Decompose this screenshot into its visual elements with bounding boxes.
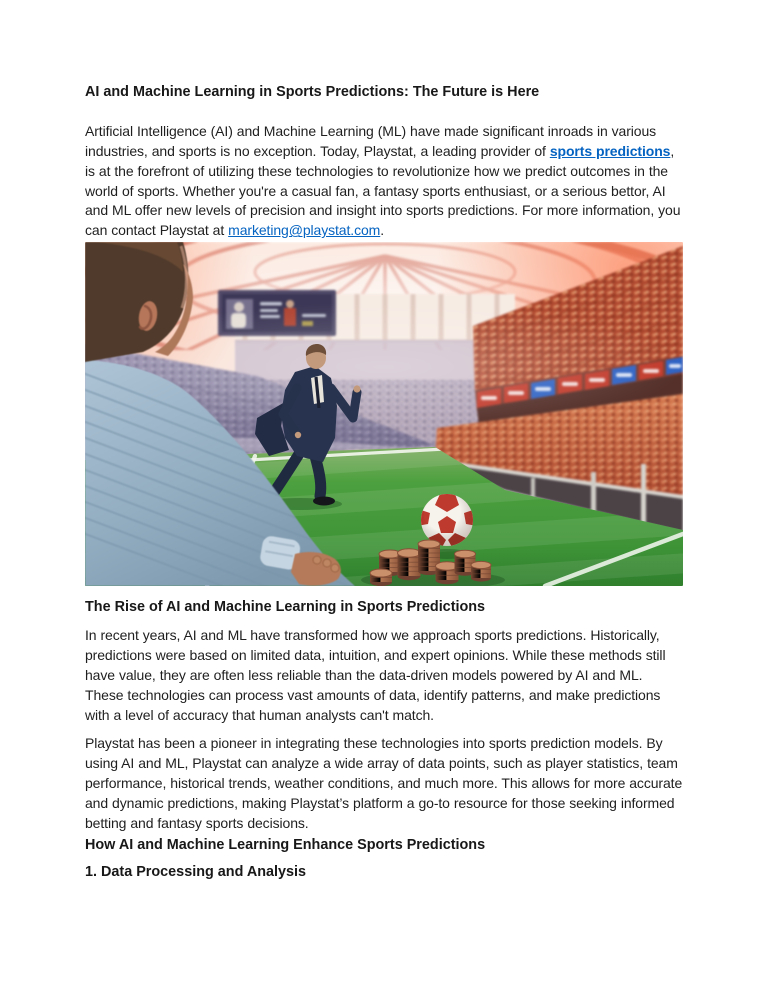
hero-image bbox=[85, 242, 683, 586]
hand bbox=[295, 432, 301, 438]
coin-stack bbox=[398, 549, 421, 580]
email-link[interactable]: marketing@playstat.com bbox=[228, 222, 381, 239]
section-heading-data: 1. Data Processing and Analysis bbox=[85, 863, 307, 880]
intro-text-1: Artificial Intelligence (AI) and Machine Learning (ML) have made significant inroads in various industries, and sports is no exception. Today, Playstat, a leading provider of bbox=[85, 123, 657, 160]
article-title: AI and Machine Learning in Sports Predictions: The Future is Here bbox=[85, 84, 540, 100]
intro-paragraph bbox=[85, 122, 683, 241]
spectator-head bbox=[85, 242, 193, 362]
paragraph-rise: In recent years, AI and ML have transformed how we approach sports predictions. Historically, predictions were based on limited data, intuition, and expert opinions. While these methods still have value, they are often less reliable than the data-driven models powered by AI and ML. These technologies can process vast amounts of data, identify patterns, and make predictions with a level of accuracy that human analysts can't match. bbox=[85, 627, 666, 723]
intro-text-2: , is at the forefront of utilizing these technologies to revolutionize how we predict outcomes in the world of sports. Whether you're a casual fan, a fantasy sports enthusiast, or a serious bettor, AI and ML offer new levels of precision and insight into sports predictions. For more information, you can contact Playstat at bbox=[85, 143, 681, 239]
hand bbox=[353, 385, 360, 392]
shoe bbox=[313, 497, 335, 506]
sports-predictions-link[interactable]: sports predictions bbox=[549, 143, 671, 160]
coin-stack bbox=[471, 561, 491, 581]
fence-post bbox=[641, 464, 646, 526]
intro-text-3: . bbox=[380, 222, 385, 239]
section-heading-rise: The Rise of AI and Machine Learning in Sports Predictions bbox=[85, 599, 486, 616]
coin-stack bbox=[370, 569, 392, 586]
paragraph-pioneer: Playstat has been a pioneer in integrating these technologies into sports prediction models. By using AI and ML, Playstat can analyze a wide array of data points, such as player statistics, team performance, historical trends, weather conditions, and much more. This allows for more accurate and dynamic predictions, making Playstat’s platform a go-to resource for those seeking informed betting and fantasy sports decisions. bbox=[85, 735, 683, 831]
section-heading-how: How AI and Machine Learning Enhance Sports Predictions bbox=[85, 837, 486, 854]
